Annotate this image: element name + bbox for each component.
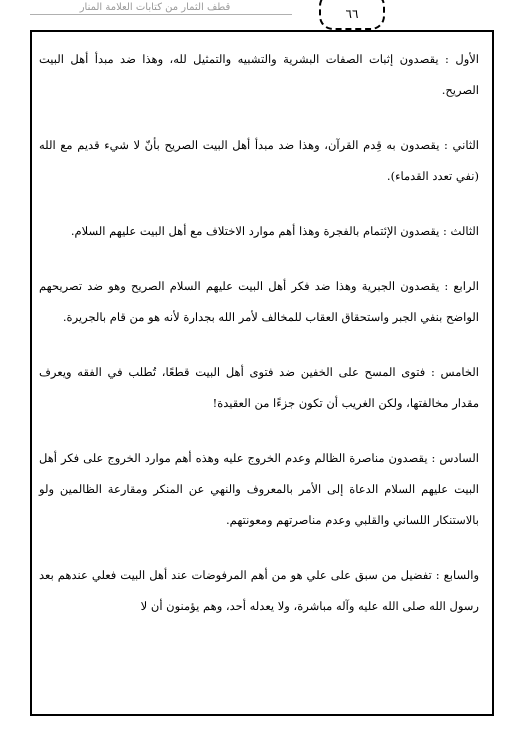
page-number-badge: ٦٦ (319, 0, 385, 30)
paragraph-text: يقصدون مناصرة الظالم وعدم الخروج عليه وهذه أهم موارد الخروج على فكر أهل البيت عليهم السلام الدعاة إلى الأمر بالمعروف والنهي عن المنكر ومقارعة الظالمين ولو بالاستنكار اللساني والقلبي وعدم مناصرتهم ومعونتهم. (39, 451, 479, 527)
book-title-header: قطف الثمار من كتابات العلامة المنار (79, 2, 231, 13)
paragraph-fourth (39, 271, 479, 333)
paragraph-text: تفضيل من سبق على علي هو من أهم المرفوضات عند أهل البيت فعلي عندهم بعد رسول الله صلى الله عليه وآله مباشرة، ولا يعدله أحد، وهم يؤمنون أن لا (39, 568, 479, 613)
paragraph-lead: الثالث : (443, 224, 479, 238)
paragraph-fifth (39, 357, 479, 419)
paragraph-text: يقصدون الإئتمام بالفجرة وهذا أهم موارد الاختلاف مع أهل البيت عليهم السلام. (70, 224, 443, 238)
paragraph-text: يقصدون به قِدم القرآن، وهذا ضد مبدأ أهل البيت الصريح بأنّ لا شيء قديم مع الله (نفي تعدد القدماء). (39, 138, 479, 183)
paragraph-lead: والسابع : (435, 568, 479, 582)
paragraph-lead: الأول : (445, 52, 479, 66)
paragraph-text: فتوى المسح على الخفين ضد فتوى أهل البيت قطعًا، تُطلب في الفقه ويعرف مقدار مخالفتها، ولكن الغريب أن تكون جزءًا من العقيدة! (39, 365, 479, 410)
page-body (39, 44, 479, 646)
paragraph-text: يقصدون إثبات الصفات البشرية والتشبيه والتمثيل لله، وهذا ضد مبدأ أهل البيت الصريح. (39, 52, 479, 97)
paragraph-lead: الرابع : (444, 279, 479, 293)
paragraph-third (39, 216, 479, 247)
paragraph-first (39, 44, 479, 106)
header-divider (30, 14, 292, 15)
paragraph-lead: الخامس : (430, 365, 479, 379)
paragraph-sixth (39, 443, 479, 536)
paragraph-text: يقصدون الجبرية وهذا ضد فكر أهل البيت عليهم السلام الصريح وهو ضد تصريحهم الواضح بنفي الجبر واستحقاق العقاب للمخالف لأمر الله بجدارة لأنه هو من قام بالجريرة. (39, 279, 479, 324)
paragraph-second (39, 130, 479, 192)
paragraph-lead: الثاني : (444, 138, 479, 152)
paragraph-lead: السادس : (431, 451, 480, 465)
paragraph-seventh (39, 560, 479, 622)
